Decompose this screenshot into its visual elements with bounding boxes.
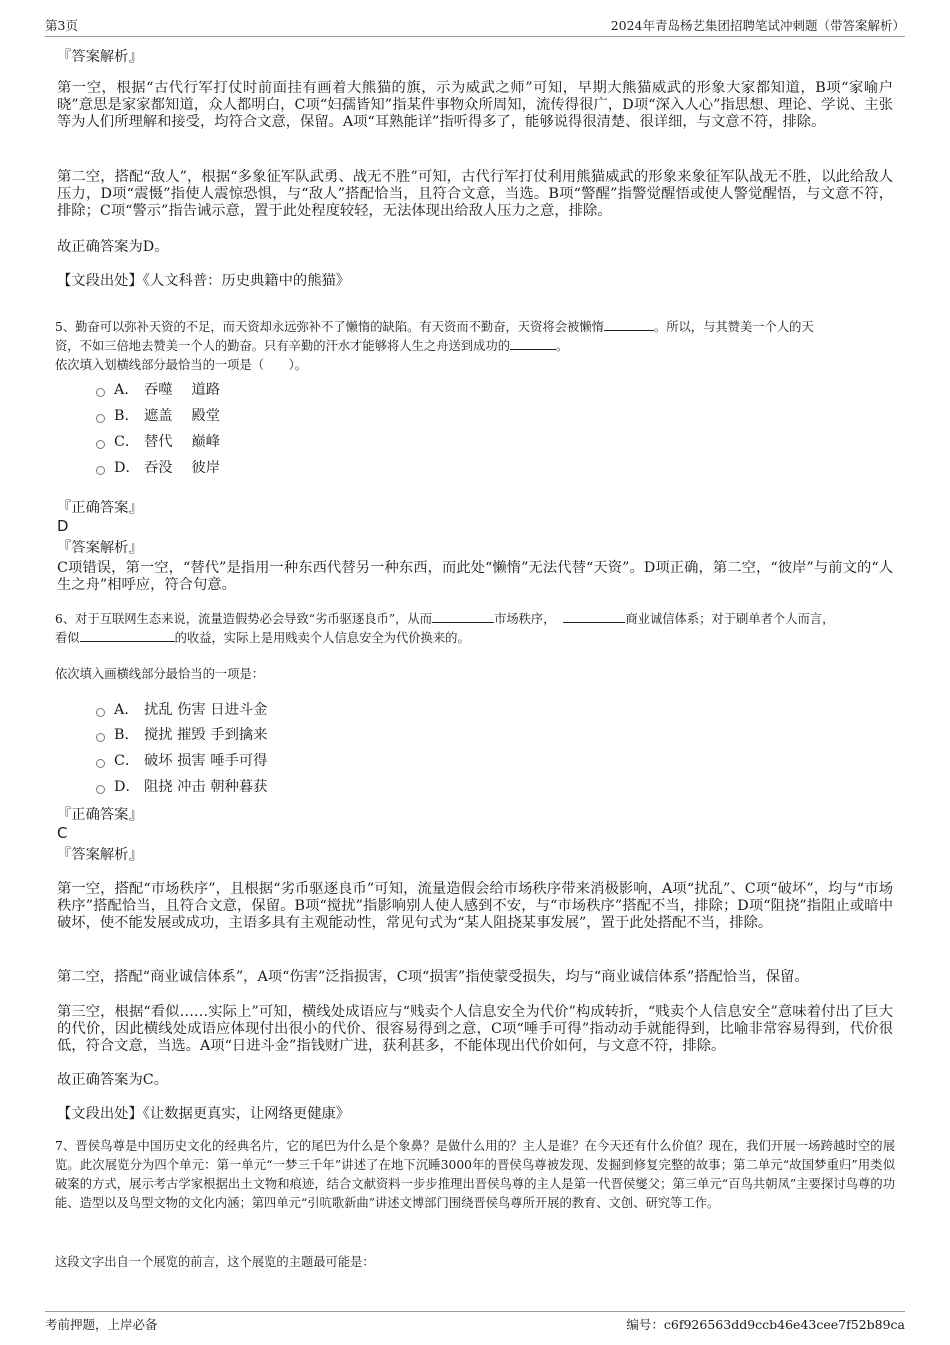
- q4-conclusion: 故正确答案为D。: [57, 239, 169, 255]
- document-title: 2024年青岛杨艺集团招聘笔试冲刺题（带答案解析）: [610, 18, 905, 33]
- q5-option-a[interactable]: A． 吞噬 道路: [96, 380, 220, 400]
- q6-source: 【文段出处】《让数据更真实，让网络更健康》: [57, 1106, 351, 1122]
- radio-icon[interactable]: [96, 466, 105, 475]
- radio-icon[interactable]: [96, 414, 105, 423]
- q4-analysis-p1: 第一空，根据“古代行军打仗时前面挂有画着大熊猫的旗，示为威武之师”可知，早期大熊猫威武的形象大家都知道，B项“家喻户晓”意思是家家都知道，众人都明白，C项“妇孺皆知”指某件事物众所周知，流传得很广，D项“深入人心”指思想、理论、学说、主张等为人们所理解和接受，均符合文意，保留。A项“耳熟能详”指听得多了，能够说得很清楚、很详细，与文意不符，排除。: [57, 80, 893, 130]
- q7-question: 7、晋侯鸟尊是中国历史文化的经典名片，它的尾巴为什么是个象鼻？是做什么用的？主人是谁？在今天还有什么价值？现在，我们开展一场跨越时空的展览。此次展览分为四个单元：第一单元“一梦三千年”讲述了在地下沉睡3000年的晋侯鸟尊被发现、发掘到修复完整的故事；第二单元“故国梦重归”用类似破案的方式，展示考古学家根据出土文物和痕迹，结合文献资料一步步推理出晋侯鸟尊的主人是第一代晋侯燮父；第三单元“百鸟共朝凤”主要探讨鸟尊的功能、造型以及鸟型文物的文化内涵；第四单元“引吭歌新曲”讲述文博部门围绕晋侯鸟尊所开展的教育、文创、研究等工作。: [55, 1139, 895, 1210]
- q6-analysis-p1: 第一空，搭配“市场秩序”，且根据“劣币驱逐良币”可知，流量造假会给市场秩序带来消极影响，A项“扰乱”、C项“破坏”，均与“市场秩序”搭配恰当，且符合文意，保留。B项“搅扰”指影响别人使人感到不安，与“市场秩序”搭配不当，排除；D项“阻挠”指阻止或暗中破坏，使不能发展或成功，主语多具有主观能动性，常见句式为“某人阻挠某事发展”，置于此处搭配不当，排除。: [57, 881, 893, 931]
- q5-answer: D: [57, 518, 69, 535]
- q6-analysis-label: 『答案解析』: [57, 847, 143, 863]
- footer-slogan: 考前押题，上岸必备: [45, 1317, 158, 1332]
- q6-answer: C: [57, 825, 68, 842]
- q7-prompt: 这段文字出自一个展览的前言，这个展览的主题最可能是：: [55, 1255, 375, 1269]
- q5-question: 5、勤奋可以弥补天资的不足，而天资却永远弥补不了懒惰的缺陷。有天资而不勤奋，天资将会被懒惰 。所以，与其赞美一个人的天 资，不如三倍地去赞美一个人的勤奋。只有辛勤的汗水才能够将人生之舟送到成功的 。 依次填入划横线部分最恰当的一项是（ ）。: [55, 320, 814, 372]
- q6-option-d[interactable]: D． 阻挠 冲击 朝种暮获: [96, 777, 267, 797]
- q5-option-b[interactable]: B． 遮盖 殿堂: [96, 406, 220, 426]
- q5-analysis: C项错误，第一空，“替代”是指用一种东西代替另一种东西，而此处“懒惰”无法代替“天资”。D项正确，第二空，“彼岸”与前文的“人生之舟”相呼应，符合句意。: [57, 560, 893, 593]
- q6-analysis-p2: 第二空，搭配“商业诚信体系”，A项“伤害”泛指损害，C项“损害”指使蒙受损失，均与“商业诚信体系”搭配恰当，保留。: [57, 969, 809, 985]
- radio-icon[interactable]: [96, 759, 105, 768]
- q6-option-c[interactable]: C． 破坏 损害 唾手可得: [96, 751, 267, 771]
- q6-analysis-p3: 第三空，根据“看似……实际上”可知，横线处成语应与“贱卖个人信息安全为代价”构成转折，“贱卖个人信息安全”意味着付出了巨大的代价，因此横线处成语应体现付出很小的代价、很容易得到之意，C项“唾手可得”指动动手就能得到，比喻非常容易得到，代价很低，符合文意，当选。A项“日进斗金”指钱财广进，获利甚多，不能体现出代价如何，与文意不符，排除。: [57, 1004, 893, 1054]
- q5-answer-label: 『正确答案』: [57, 500, 143, 516]
- radio-icon[interactable]: [96, 708, 105, 717]
- radio-icon[interactable]: [96, 785, 105, 794]
- q6-question: 6、对于互联网生态来说，流量造假势必会导致“劣币驱逐良币”，从而 市场秩序， 商业诚信体系；对于刷单者个人而言， 看似 的收益，实际上是用贱卖个人信息安全为代价换来的。: [55, 612, 835, 645]
- radio-icon[interactable]: [96, 388, 105, 397]
- page-number: 第3页: [45, 18, 78, 33]
- q5-option-c[interactable]: C． 替代 巅峰: [96, 432, 220, 452]
- page-footer: [45, 1311, 905, 1333]
- radio-icon[interactable]: [96, 440, 105, 449]
- q4-analysis-p2: 第二空，搭配“敌人”，根据“多象征军队武勇、战无不胜”可知，古代行军打仗利用熊猫威武的形象来象征军队战无不胜，以此给敌人压力，D项“震慑”指使人震惊恐惧，与“敌人”搭配恰当，且符合文意，当选。B项“警醒”指警觉醒悟或使人警觉醒悟，与文意不符，排除；C项“警示”指告诫示意，置于此处程度较轻，无法体现出给敌人压力之意，排除。: [57, 169, 893, 219]
- q5-analysis-label: 『答案解析』: [57, 540, 143, 556]
- q6-answer-label: 『正确答案』: [57, 807, 143, 823]
- q4-source: 【文段出处】《人文科普：历史典籍中的熊猫》: [57, 273, 351, 289]
- q6-option-a[interactable]: A． 扰乱 伤害 日进斗金: [96, 700, 267, 720]
- q6-option-b[interactable]: B． 搅扰 摧毁 手到擒来: [96, 725, 267, 745]
- radio-icon[interactable]: [96, 733, 105, 742]
- q4-analysis-label: 『答案解析』: [57, 49, 143, 65]
- q6-prompt: 依次填入画横线部分最恰当的一项是：: [55, 667, 265, 681]
- q5-option-d[interactable]: D． 吞没 彼岸: [96, 458, 220, 478]
- page-header: [45, 14, 905, 37]
- document-id: 编号：c6f926563dd9ccb46e43cee7f52b89ca: [626, 1317, 905, 1332]
- q6-conclusion: 故正确答案为C。: [57, 1072, 169, 1088]
